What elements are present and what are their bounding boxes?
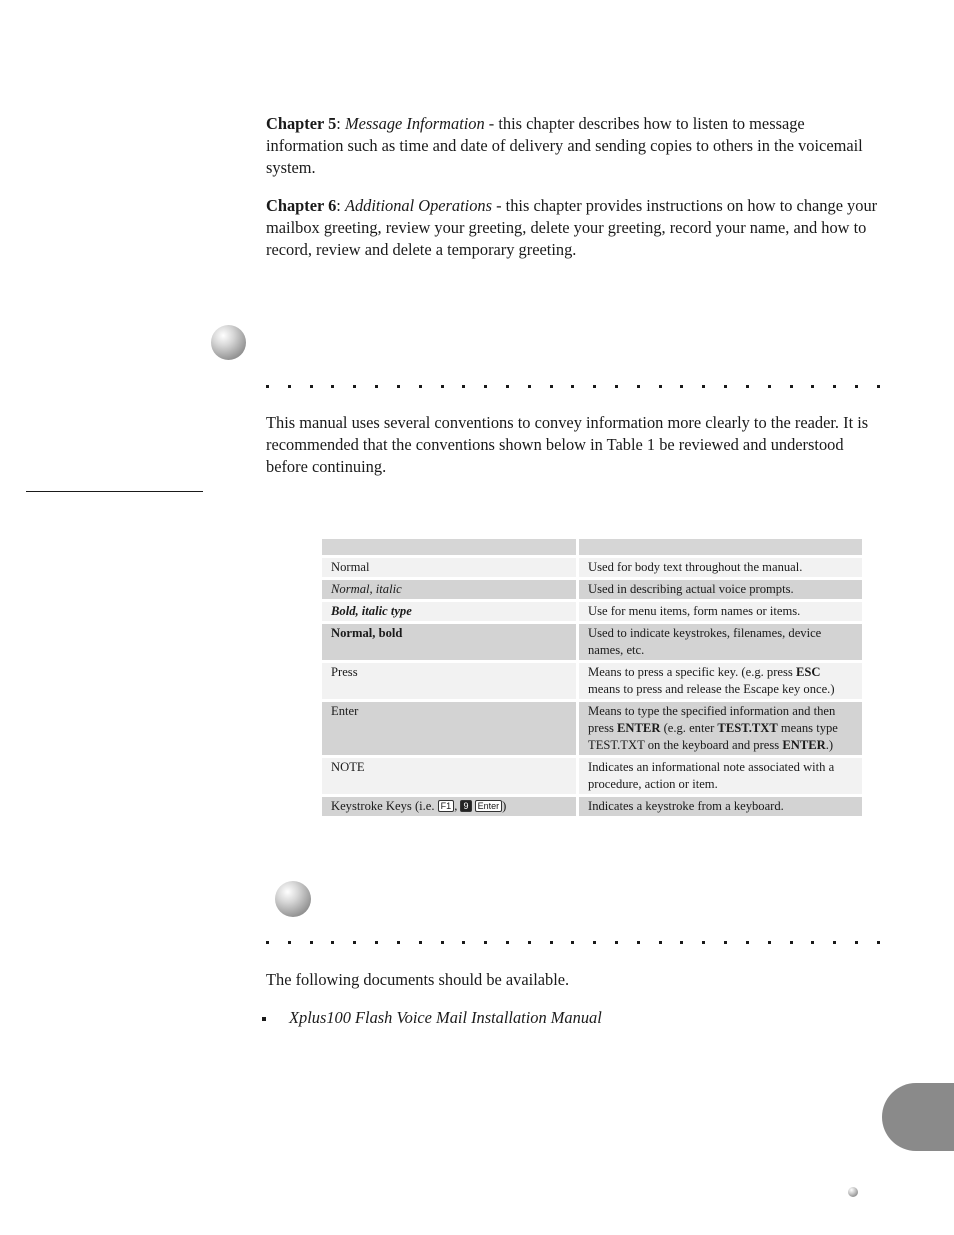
table-row bbox=[322, 797, 862, 816]
rule-dot bbox=[811, 385, 814, 388]
section-bullet-sphere-icon bbox=[275, 881, 311, 917]
rule-dot bbox=[441, 385, 444, 388]
rule-dot bbox=[331, 385, 334, 388]
key-name: ESC bbox=[795, 665, 821, 679]
chapter-6-text: this chapter provides instructions on how to change your mailbox greeting, review your greeting, delete your greeting, record your name, and how to record, review and delete a temporary greeting. bbox=[266, 196, 878, 259]
rule-dot bbox=[593, 941, 596, 944]
nine-key-icon: 9 bbox=[460, 800, 471, 812]
rule-dot bbox=[375, 385, 378, 388]
rule-dot bbox=[397, 385, 400, 388]
rule-dot bbox=[768, 941, 771, 944]
description-cell: Used to indicate keystrokes, filenames, device names, etc. bbox=[579, 624, 862, 660]
rule-dot bbox=[637, 941, 640, 944]
rule-dot bbox=[877, 385, 880, 388]
section-bullet-sphere-icon bbox=[211, 325, 246, 360]
convention-cell: Bold, italic type bbox=[322, 602, 579, 621]
dotted-rule bbox=[266, 941, 880, 945]
convention-cell: NOTE bbox=[322, 758, 579, 794]
rule-dot bbox=[571, 385, 574, 388]
convention-cell: Normal, italic bbox=[322, 580, 579, 599]
description-cell: Indicates an informational note associated with a procedure, action or item. bbox=[579, 758, 862, 794]
description-cell bbox=[579, 702, 862, 755]
key-name: ENTER bbox=[782, 738, 826, 752]
description-cell bbox=[579, 663, 862, 699]
rule-dot bbox=[397, 941, 400, 944]
rule-dot bbox=[702, 385, 705, 388]
documents-intro: The following documents should be available. bbox=[266, 970, 570, 989]
table-header-cell bbox=[579, 539, 862, 555]
convention-cell: Normal, bold bbox=[322, 624, 579, 660]
convention-text: ) bbox=[502, 799, 507, 813]
page-marker-dot-icon bbox=[848, 1187, 858, 1197]
table-row bbox=[322, 580, 862, 599]
rule-dot bbox=[593, 385, 596, 388]
bullet-icon bbox=[262, 1017, 266, 1021]
chapter-tab-marker bbox=[882, 1083, 954, 1151]
rule-dot bbox=[637, 385, 640, 388]
rule-dot bbox=[550, 385, 553, 388]
description-cell: Used in describing actual voice prompts. bbox=[579, 580, 862, 599]
rule-dot bbox=[833, 385, 836, 388]
description-text: means to press and release the Escape key once.) bbox=[588, 682, 835, 696]
conventions-table bbox=[322, 536, 862, 819]
convention-cell: Enter bbox=[322, 702, 579, 755]
rule-dot bbox=[659, 385, 662, 388]
rule-dot bbox=[310, 941, 313, 944]
dotted-rule bbox=[266, 385, 880, 389]
table-row bbox=[322, 558, 862, 577]
convention-cell: Press bbox=[322, 663, 579, 699]
rule-dot bbox=[877, 941, 880, 944]
table-row bbox=[322, 624, 862, 660]
rule-dot bbox=[790, 385, 793, 388]
rule-dot bbox=[266, 385, 269, 388]
rule-dot bbox=[462, 385, 465, 388]
table-header-row bbox=[322, 539, 862, 555]
convention-cell: Normal bbox=[322, 558, 579, 577]
sidebar-rule bbox=[26, 491, 203, 492]
rule-dot bbox=[855, 941, 858, 944]
rule-dot bbox=[615, 941, 618, 944]
chapter-6-label: Chapter 6 bbox=[266, 196, 337, 215]
table-header-cell bbox=[322, 539, 579, 555]
chapter-6-description bbox=[266, 195, 881, 261]
rule-dot bbox=[680, 941, 683, 944]
description-cell: Use for menu items, form names or items. bbox=[579, 602, 862, 621]
description-text: .) bbox=[825, 738, 834, 752]
rule-dot bbox=[680, 385, 683, 388]
rule-dot bbox=[550, 941, 553, 944]
rule-dot bbox=[419, 385, 422, 388]
rule-dot bbox=[571, 941, 574, 944]
rule-dot bbox=[528, 941, 531, 944]
rule-dot bbox=[790, 941, 793, 944]
rule-dot bbox=[288, 941, 291, 944]
rule-dot bbox=[615, 385, 618, 388]
separator: : bbox=[336, 196, 345, 215]
rule-dot bbox=[375, 941, 378, 944]
rule-dot bbox=[266, 941, 269, 944]
rule-dot bbox=[855, 385, 858, 388]
description-text: Means to press a specific key. (e.g. press bbox=[588, 665, 796, 679]
chapter-5-description bbox=[266, 113, 881, 179]
rule-dot bbox=[833, 941, 836, 944]
chapter-6-title: Additional Operations - bbox=[344, 196, 502, 215]
chapter-5-title: Message Information bbox=[344, 114, 485, 133]
table-row bbox=[322, 702, 862, 755]
rule-dot bbox=[288, 385, 291, 388]
rule-dot bbox=[506, 941, 509, 944]
rule-dot bbox=[506, 385, 509, 388]
rule-dot bbox=[746, 385, 749, 388]
document-list-item: Xplus100 Flash Voice Mail Installation Manual bbox=[289, 1008, 602, 1027]
rule-dot bbox=[811, 941, 814, 944]
rule-dot bbox=[768, 385, 771, 388]
rule-dot bbox=[462, 941, 465, 944]
rule-dot bbox=[353, 385, 356, 388]
table-row bbox=[322, 663, 862, 699]
rule-dot bbox=[441, 941, 444, 944]
rule-dot bbox=[702, 941, 705, 944]
rule-dot bbox=[659, 941, 662, 944]
rule-dot bbox=[331, 941, 334, 944]
rule-dot bbox=[528, 385, 531, 388]
description-cell: Used for body text throughout the manual. bbox=[579, 558, 862, 577]
separator: : bbox=[336, 114, 345, 133]
rule-dot bbox=[724, 941, 727, 944]
chapter-5-text: - this chapter describes how to listen to message information such as time and date of delivery and sending copies to others in the voicemail system. bbox=[266, 114, 863, 177]
convention-text: , bbox=[454, 799, 461, 813]
rule-dot bbox=[353, 941, 356, 944]
table-row bbox=[322, 602, 862, 621]
rule-dot bbox=[724, 385, 727, 388]
description-text: (e.g. enter bbox=[660, 721, 718, 735]
rule-dot bbox=[746, 941, 749, 944]
convention-text: Keystroke Keys (i.e. bbox=[331, 799, 438, 813]
filename: TEST.TXT bbox=[717, 721, 778, 735]
convention-cell bbox=[322, 797, 579, 816]
description-text: means type TEST.TXT on the keyboard and press bbox=[588, 721, 838, 752]
enter-key-icon: Enter bbox=[475, 800, 503, 812]
f1-key-icon: F1 bbox=[438, 800, 455, 812]
rule-dot bbox=[484, 941, 487, 944]
rule-dot bbox=[310, 385, 313, 388]
description-cell: Indicates a keystroke from a keyboard. bbox=[579, 797, 862, 816]
table-row bbox=[322, 758, 862, 794]
rule-dot bbox=[484, 385, 487, 388]
rule-dot bbox=[419, 941, 422, 944]
chapter-5-label: Chapter 5 bbox=[266, 114, 337, 133]
description-text: Means to type the specified information and then press bbox=[588, 704, 836, 735]
conventions-intro: This manual uses several conventions to convey information more clearly to the reader. It is recommended that the conventions shown below in Table 1 be reviewed and understood before continuing. bbox=[266, 413, 869, 476]
key-name: ENTER bbox=[617, 721, 661, 735]
